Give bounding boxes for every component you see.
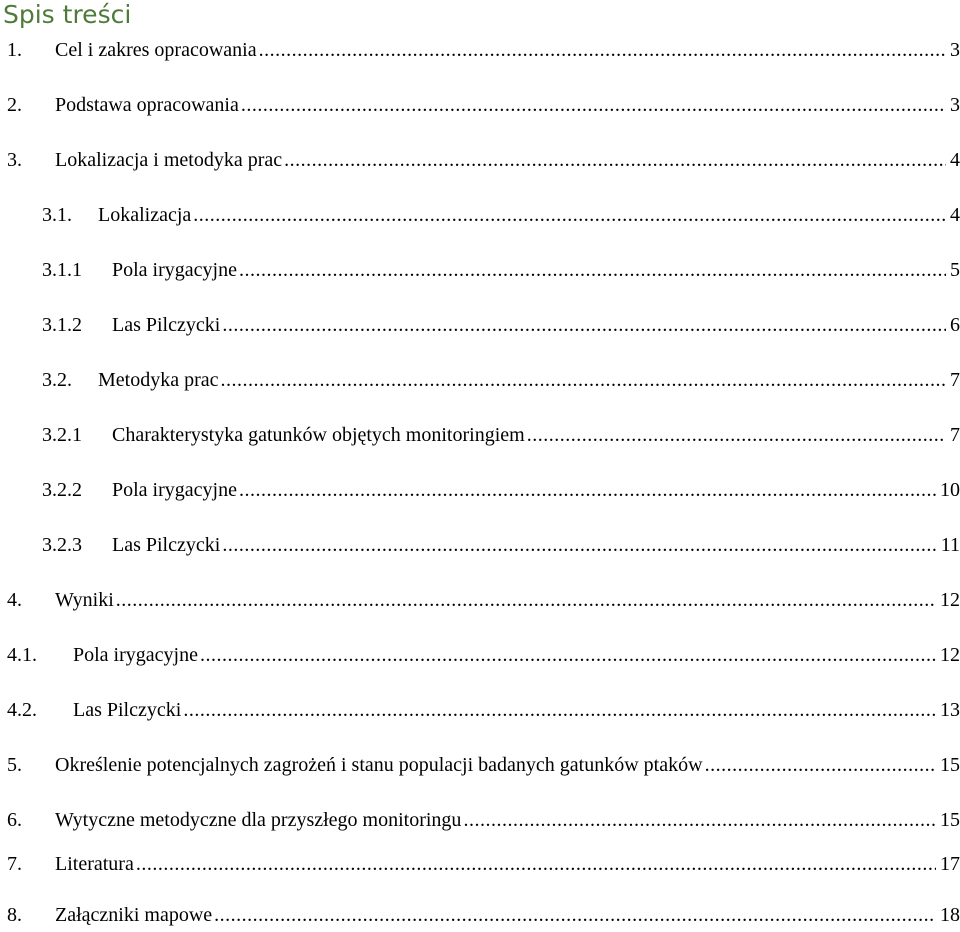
toc-entry-text: Las Pilczycki [112, 314, 221, 336]
toc-entry-page: 12 [940, 644, 960, 666]
toc-entry-text: Las Pilczycki [73, 699, 182, 721]
toc-entry-text: Lokalizacja [98, 204, 192, 226]
toc-entry-page: 6 [950, 314, 960, 336]
toc-entry-number: 4.2. [7, 699, 37, 721]
toc-title: Spis treści [3, 0, 132, 29]
toc-entry[interactable] [42, 365, 960, 395]
toc-entry[interactable] [7, 90, 960, 120]
toc-leader-dots [259, 35, 946, 65]
toc-leader-dots [222, 310, 946, 340]
toc-entry[interactable] [7, 750, 960, 780]
toc-entry-page: 15 [940, 809, 960, 831]
toc-entry[interactable] [42, 475, 960, 505]
toc-entry-number: 1. [7, 39, 22, 61]
toc-entry-number: 3.2.2 [42, 479, 82, 501]
toc-entry[interactable] [7, 900, 960, 930]
toc-leader-dots [241, 90, 946, 120]
toc-entry-page: 12 [940, 589, 960, 611]
toc-entry-number: 3.2. [42, 369, 72, 391]
toc-entry-text: Załączniki mapowe [55, 904, 213, 926]
toc-entry-text: Lokalizacja i metodyka prac [55, 149, 283, 171]
toc-entry-page: 7 [950, 369, 960, 391]
toc-entry-text: Pola irygacyjne [73, 644, 198, 666]
toc-entry-page: 4 [950, 204, 960, 226]
toc-entry-page: 15 [940, 754, 960, 776]
toc-leader-dots [221, 365, 946, 395]
toc-entry[interactable] [42, 530, 960, 560]
toc-entry-page: 3 [950, 94, 960, 116]
toc-entry[interactable] [42, 200, 960, 230]
toc-entry[interactable] [7, 849, 960, 879]
toc-entry[interactable] [7, 640, 960, 670]
toc-entry[interactable] [7, 145, 960, 175]
toc-entry-text: Metodyka prac [98, 369, 219, 391]
toc-entry-text: Pola irygacyjne [112, 259, 237, 281]
toc-entry-page: 11 [940, 534, 960, 556]
toc-entry-number: 6. [7, 809, 22, 831]
toc-entry-text: Pola irygacyjne [112, 479, 237, 501]
toc-leader-dots [239, 255, 946, 285]
toc-entry-text: Wytyczne metodyczne dla przyszłego monitoringu [55, 809, 462, 831]
toc-leader-dots [136, 849, 936, 879]
toc-entry[interactable] [7, 35, 960, 65]
toc-entry[interactable] [42, 310, 960, 340]
toc-entry-text: Charakterystyka gatunków objętych monitoringiem [112, 424, 525, 446]
toc-leader-dots [193, 200, 946, 230]
toc-leader-dots [527, 420, 946, 450]
toc-entry-text: Określenie potencjalnych zagrożeń i stanu populacji badanych gatunków ptaków [55, 754, 703, 776]
toc-leader-dots [222, 530, 936, 560]
toc-leader-dots [284, 145, 946, 175]
toc-leader-dots [183, 695, 936, 725]
toc-leader-dots [463, 805, 936, 835]
toc-entry-page: 10 [940, 479, 960, 501]
toc-entry-number: 3.2.3 [42, 534, 82, 556]
toc-entry-text: Wyniki [55, 589, 114, 611]
toc-entry-page: 7 [950, 424, 960, 446]
toc-entry-page: 13 [940, 699, 960, 721]
toc-entry-number: 3. [7, 149, 22, 171]
toc-entry-text: Literatura [55, 853, 134, 875]
toc-entry-number: 8. [7, 904, 22, 926]
toc-entry-number: 3.1. [42, 204, 72, 226]
toc-leader-dots [214, 900, 936, 930]
toc-entry-page: 17 [940, 853, 960, 875]
toc-entry[interactable] [7, 585, 960, 615]
toc-entry-text: Las Pilczycki [112, 534, 221, 556]
toc-entry-page: 3 [950, 39, 960, 61]
toc-entry[interactable] [7, 805, 960, 835]
toc-entry-number: 3.1.1 [42, 259, 82, 281]
toc-entry-text: Podstawa opracowania [55, 94, 239, 116]
toc-entry-number: 3.2.1 [42, 424, 82, 446]
toc-leader-dots [200, 640, 936, 670]
toc-entry-number: 5. [7, 754, 22, 776]
toc-entry-page: 5 [950, 259, 960, 281]
toc-entry-page: 18 [940, 904, 960, 926]
toc-leader-dots [239, 475, 936, 505]
toc-entry-number: 3.1.2 [42, 314, 82, 336]
toc-entry-number: 2. [7, 94, 22, 116]
toc-entry-number: 4. [7, 589, 22, 611]
toc-entry[interactable] [42, 420, 960, 450]
toc-leader-dots [116, 585, 936, 615]
toc-entry[interactable] [7, 695, 960, 725]
toc-entry-number: 4.1. [7, 644, 37, 666]
toc-entry-page: 4 [950, 149, 960, 171]
toc-entry[interactable] [42, 255, 960, 285]
toc-entry-text: Cel i zakres opracowania [55, 39, 257, 61]
toc-leader-dots [705, 750, 936, 780]
toc-entry-number: 7. [7, 853, 22, 875]
